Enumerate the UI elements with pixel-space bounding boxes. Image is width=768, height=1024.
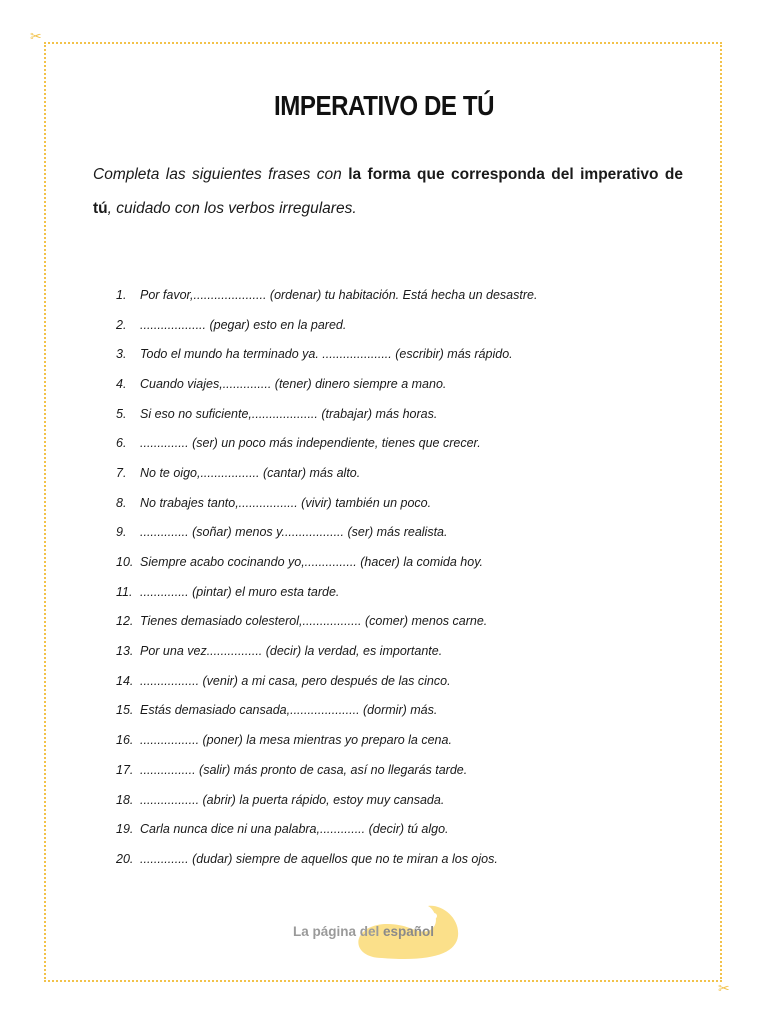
exercise-text: .............. (pintar) el muro esta tarde. [140,584,340,599]
exercise-item [116,725,716,755]
exercise-item [116,696,716,726]
exercise-item [116,518,716,548]
exercise-item [116,755,716,785]
exercise-item [116,310,716,340]
exercise-number: 13. [116,644,134,659]
instructions-paragraph [93,158,683,226]
exercise-number: 11. [116,584,133,599]
exercise-text: Por una vez................ (decir) la verdad, es importante. [140,644,443,659]
exercise-text: .............. (soñar) menos y.................. (ser) más realista. [140,525,448,540]
exercise-text: Todo el mundo ha terminado ya. .................... (escribir) más rápido. [140,347,513,362]
exercise-number: 2. [116,317,127,332]
exercise-item [116,369,716,399]
scissors-icon: ✂ [718,981,730,997]
page-title: IMPERATIVO DE TÚ [273,90,495,121]
exercise-item [116,814,716,844]
exercise-item [116,844,716,874]
exercise-text: ................ (salir) más pronto de casa, así no llegarás tarde. [140,762,468,777]
logo-text-accent: español [383,924,435,939]
exercise-text: .............. (ser) un poco más independiente, tienes que crecer. [140,436,481,451]
exercise-number: 1. [116,287,127,302]
exercise-item [116,547,716,577]
exercise-text: Tienes demasiado colesterol,................. (comer) menos carne. [140,614,488,629]
exercise-number: 7. [116,465,127,480]
exercise-number: 4. [116,376,127,391]
exercise-number: 18. [116,792,134,807]
exercise-number: 20. [116,851,134,866]
exercise-number: 5. [116,406,127,421]
exercise-item [116,488,716,518]
exercise-text: No trabajes tanto,................. (vivir) también un poco. [140,495,432,510]
exercise-number: 6. [116,436,127,451]
exercise-number: 15. [116,703,134,718]
exercise-text: Carla nunca dice ni una palabra,............. (decir) tú algo. [140,822,449,837]
exercise-item [116,428,716,458]
exercise-item [116,785,716,815]
exercise-item [116,280,716,310]
exercise-text: ................. (poner) la mesa mientras yo preparo la cena. [140,733,452,748]
scissors-icon: ✂ [30,29,42,45]
logo-text-plain: La página del [293,924,384,939]
instructions-intro: Completa las siguientes frases con [93,166,349,183]
exercise-item [116,636,716,666]
exercise-text: Estás demasiado cansada,.................... (dormir) más. [140,703,438,718]
exercise-list [116,280,716,874]
exercise-number: 10. [116,555,134,570]
exercise-text: Cuando viajes,.............. (tener) dinero siempre a mano. [140,376,447,391]
exercise-number: 12. [116,614,134,629]
exercise-number: 9. [116,525,127,540]
exercise-item [116,339,716,369]
exercise-number: 8. [116,495,127,510]
exercise-number: 19. [116,822,134,837]
exercise-item [116,399,716,429]
exercise-text: .............. (dudar) siempre de aquellos que no te miran a los ojos. [140,851,498,866]
site-logo [290,896,480,966]
instructions-outro: , cuidado con los verbos irregulares. [107,200,357,217]
exercise-item [116,577,716,607]
exercise-text: ................. (venir) a mi casa, pero después de las cinco. [140,673,451,688]
exercise-number: 16. [116,733,134,748]
exercise-item [116,666,716,696]
logo-text [293,924,434,939]
exercise-item [116,607,716,637]
exercise-number: 3. [116,347,127,362]
exercise-text: ................. (abrir) la puerta rápido, estoy muy cansada. [140,792,445,807]
exercise-text: ................... (pegar) esto en la pared. [140,317,347,332]
exercise-text: Si eso no suficiente,................... (trabajar) más horas. [140,406,438,421]
exercise-number: 14. [116,673,134,688]
exercise-text: No te oigo,................. (cantar) más alto. [140,465,361,480]
exercise-text: Por favor,..................... (ordenar) tu habitación. Está hecha un desastre. [140,287,538,302]
exercise-number: 17. [116,762,134,777]
instructions-highlight: la forma que corresponda del imperativo de tú [93,166,683,217]
exercise-item [116,458,716,488]
exercise-text: Siempre acabo cocinando yo,............... (hacer) la comida hoy. [140,555,483,570]
